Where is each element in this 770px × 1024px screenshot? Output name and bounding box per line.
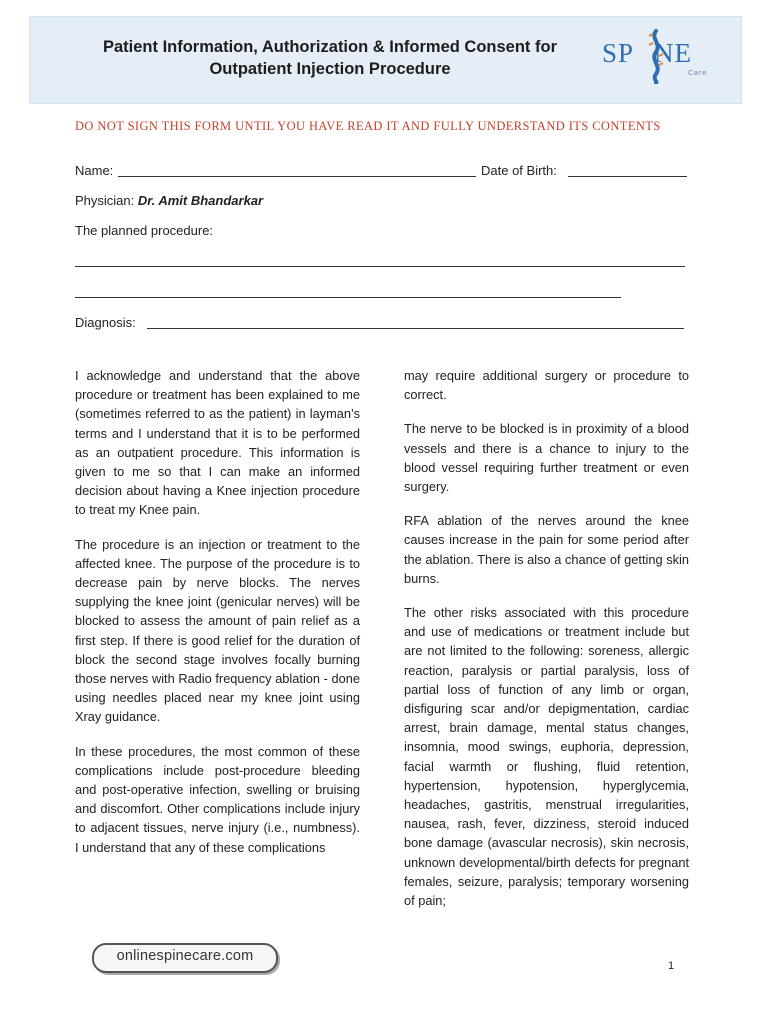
logo-subtext: Care (688, 70, 708, 77)
paragraph: RFA ablation of the nerves around the knee causes increase in the pain for some period after the ablation. There is also a chance of getting skin burns. (404, 513, 689, 586)
physician-row (75, 193, 263, 208)
dob-field[interactable] (568, 176, 687, 177)
spine-care-logo (602, 28, 720, 84)
planned-procedure-label: The planned procedure: (75, 223, 214, 238)
right-text-column (404, 366, 689, 925)
diagnosis-field[interactable] (147, 328, 684, 329)
left-text-column (75, 366, 360, 872)
title-line-2: Outpatient Injection Procedure (209, 60, 451, 78)
procedure-line-1[interactable] (75, 266, 685, 267)
title-line-1: Patient Information, Authorization & Informed Consent for (102, 38, 558, 56)
physician-label: Physician: (75, 193, 135, 208)
procedure-line-2[interactable] (75, 297, 621, 298)
spine-icon (646, 28, 666, 84)
paragraph: The other risks associated with this procedure and use of medications or treatment include but are not limited to the following: soreness, allergic reaction, paralysis or partial paralysis, loss of partial loss of function of any limb or organ, disfiguring scar and/or depigmentation, cardiac arrest, brain damage, mental status changes, insomnia, mood swings, euphoria, depression, facial warmth or flushing, fluid retention, hypertension, hypotension, hyperglycemia, headaches, gastritis, menstrual irregularities, nausea, rash, fever, dizziness, steroid induced bone damage (avascular necrosis), skin necrosis, unknown developmental/birth defects for pregnant females, seizure, paralysis; temporary worsening of pain; (404, 605, 689, 909)
page-number: 1 (668, 960, 675, 972)
warning-notice: DO NOT SIGN THIS FORM UNTIL YOU HAVE READ IT AND FULLY UNDERSTAND ITS CONTENTS (75, 119, 661, 133)
diagnosis-label: Diagnosis: (75, 315, 136, 330)
page-title (50, 36, 610, 80)
name-field[interactable] (118, 176, 476, 177)
logo-word-ne: NE (654, 38, 693, 68)
name-label: Name: (75, 163, 114, 178)
paragraph: may require additional surgery or procedure to correct. (404, 368, 689, 403)
paragraph: The nerve to be blocked is in proximity of a blood vessels and there is a chance to injury to the blood vessel requiring further treatment or even surgery. (404, 421, 689, 495)
paragraph: In these procedures, the most common of these complications include post-procedure bleeding and post-operative infection, swelling or bruising and discomfort. Other complications include injury to adjacent tissues, nerve injury (i.e., numbness). I understand that any of these complications (75, 743, 360, 855)
website-badge (92, 943, 278, 973)
paragraph: The procedure is an injection or treatment to the affected knee. The purpose of the procedure is to decrease pain by nerve blocks. The nerves supplying the knee joint (genicular nerves) will be blocked to assess the amount of pain relief as a first step. If there is good relief for the duration of block the second stage involves focally burning those nerves with Radio frequency ablation - done using needles placed near my knee joint using Xray guidance. (75, 536, 360, 725)
physician-value: Dr. Amit Bhandarkar (137, 193, 264, 208)
dob-label: Date of Birth: (481, 163, 557, 178)
paragraph: I acknowledge and understand that the above procedure or treatment has been explained to me (sometimes referred to as the patient) in layman’s terms and I understand that it is to be performed as an outpatient procedure. This information is given to me so that I can make an informed decision about having a Knee injection procedure to treat my Knee pain. (75, 368, 360, 518)
website-link[interactable]: onlinespinecare.com (116, 948, 254, 964)
logo-word-sp: SP (602, 38, 635, 68)
